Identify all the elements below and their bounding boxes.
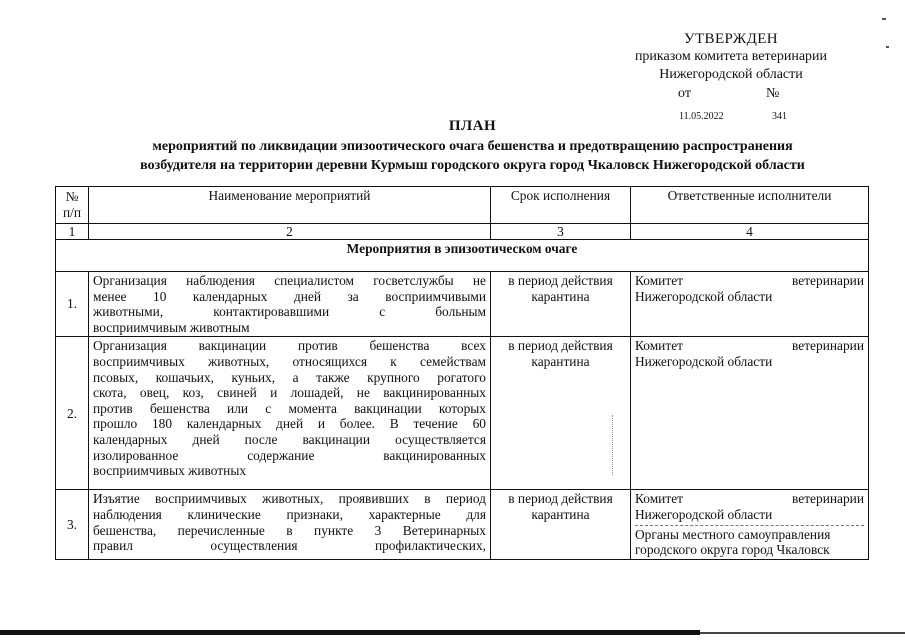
table-index-row	[56, 224, 869, 240]
document-title	[20, 117, 905, 175]
row-text: Организация вакцинации против бешенства всех восприимчивых животных, относящихся к семействам псовых, кошачьих, куньих, а также крупного рогатого скота, овец, коз, свиней и лошадей, не вакцинированных против бешенства или с момента вакцинации которых прошло 180 календарных дней и более. В течение 60 календарных дней после вакцинации осуществляется изолированное содержание вакцинированных восприимчивых животных	[89, 337, 491, 490]
section-title: Мероприятия в эпизоотическом очаге	[56, 240, 869, 272]
title-main: ПЛАН	[448, 118, 497, 134]
section-row	[56, 240, 869, 272]
approval-block	[600, 30, 862, 121]
table-row	[56, 337, 869, 490]
approval-heading: УТВЕРЖДЕН	[683, 31, 779, 47]
table-row	[56, 490, 869, 559]
number-label: №	[766, 86, 780, 101]
row-number: 2.	[56, 337, 89, 490]
scan-edge-bar	[0, 630, 700, 635]
plan-table	[55, 186, 869, 560]
column-index: 1	[56, 224, 89, 240]
row-term: в период действия карантина	[491, 272, 631, 337]
scan-mark	[886, 46, 889, 48]
row-text: Организация наблюдения специалистом госветслужбы не менее 10 календарных дней за восприимчивыми животными, контактировавшими с больным восприимчивым животным	[89, 272, 491, 337]
scan-mark	[882, 18, 886, 20]
column-index: 3	[491, 224, 631, 240]
order-date: 11.05.2022	[679, 111, 724, 122]
header-resp: Ответственные исполнители	[631, 187, 869, 224]
row-resp: Комитет ветеринарии Нижегородской области	[631, 337, 869, 490]
scan-artifact-line	[612, 415, 613, 475]
row-number: 3.	[56, 490, 89, 559]
row-term: в период действия карантина	[491, 490, 631, 559]
order-number: 341	[772, 111, 787, 122]
from-label: от	[678, 86, 691, 101]
row-text: Изъятие восприимчивых животных, проявивших в период наблюдения клинические признаки, характерные для бешенства, перечисленные в пункте 3 Ветеринарных правил осуществления профилактических,	[89, 490, 491, 559]
approval-line: Нижегородской области	[659, 67, 803, 82]
approval-reference	[600, 85, 862, 105]
scan-edge-bar	[700, 632, 905, 634]
title-line: мероприятий по ликвидации эпизоотического очага бешенства и предотвращению распространения	[152, 139, 793, 154]
header-name: Наименование мероприятий	[89, 187, 491, 224]
header-term: Срок исполнения	[491, 187, 631, 224]
column-index: 2	[89, 224, 491, 240]
title-line: возбудителя на территории деревни Курмыш городского округа город Чкаловск Нижегородской области	[140, 158, 805, 173]
row-resp: Комитет ветеринарии Нижегородской области	[631, 272, 869, 337]
header-num: № п/п	[56, 187, 89, 224]
approval-line: приказом комитета ветеринарии	[634, 49, 828, 64]
row-resp: Комитет ветеринарии Нижегородской области Органы местного самоуправления городского округа город Чкаловск	[631, 490, 869, 559]
row-number: 1.	[56, 272, 89, 337]
column-index: 4	[631, 224, 869, 240]
table-row	[56, 272, 869, 337]
table-header-row	[56, 187, 869, 224]
row-term: в период действия карантина	[491, 337, 631, 490]
